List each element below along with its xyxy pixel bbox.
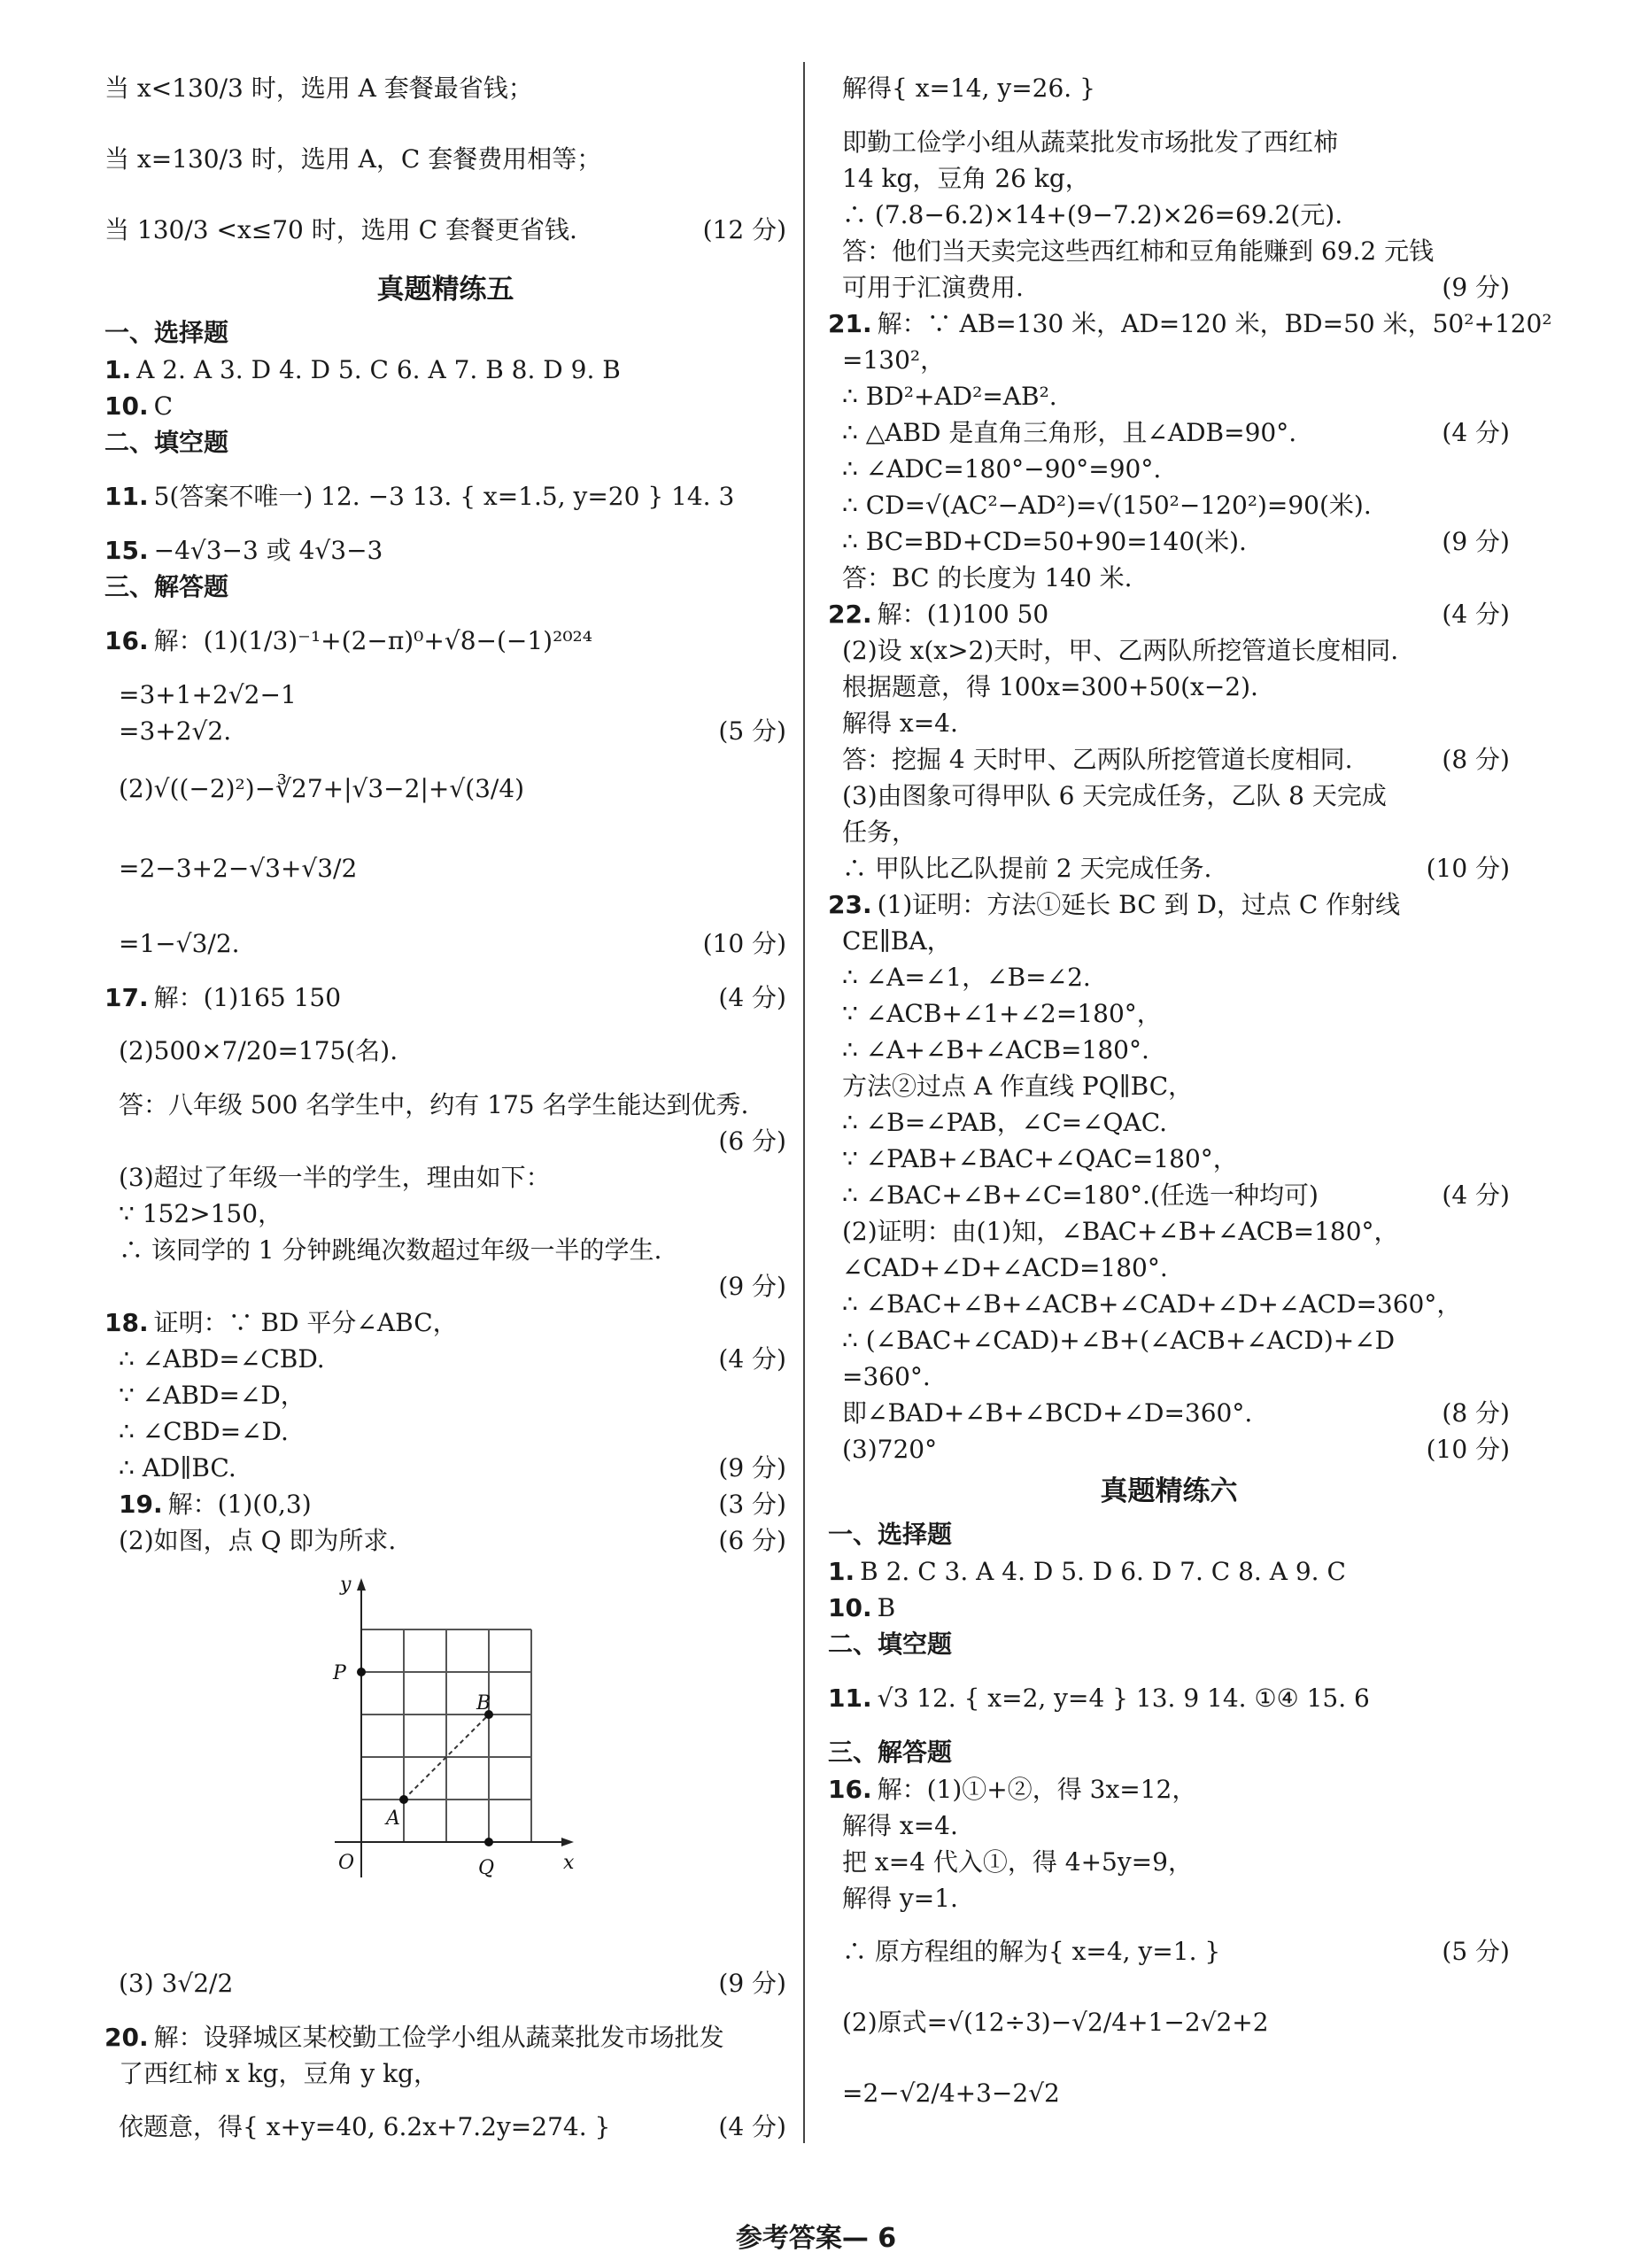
answer-line (828, 1358, 1510, 1395)
answer-text: 答：BC 的长度为 140 米. (842, 563, 1133, 592)
answer-line (104, 1016, 786, 1087)
answer-line (828, 1844, 1510, 1880)
question-number: 10. (828, 1593, 872, 1622)
answer-line (828, 850, 1510, 886)
answer-text: ∴ (∠BAC+∠CAD)+∠B+(∠ACB+∠ACD)+∠D (842, 1326, 1396, 1355)
answer-line (104, 1486, 786, 1522)
question-number: 19. (119, 1490, 163, 1519)
answer-line (828, 923, 1510, 959)
answer-text: C (153, 391, 174, 421)
answer-text: (3) 3√2/2 (119, 1969, 234, 1998)
answer-text: CE∥BA， (842, 926, 952, 956)
answer-line (828, 1590, 1510, 1626)
score-mark: (4 分) (718, 983, 786, 1012)
question-number: 1. (828, 1557, 855, 1586)
answer-line (828, 306, 1552, 342)
answer-text: 依题意，得{ x+y=40, 6.2x+7.2y=274. } (119, 2112, 611, 2141)
answer-text: 根据题意，得 100x=300+50(x−2). (842, 672, 1258, 701)
answer-line (104, 606, 786, 677)
answer-line (828, 669, 1510, 705)
answer-line (828, 269, 1510, 306)
label-y: y (340, 1574, 352, 1596)
column-divider (803, 62, 805, 2143)
score-mark: (8 分) (1442, 1398, 1510, 1428)
answer-text: 解得 y=1. (842, 1884, 958, 1913)
section-heading: 二、填空题 (828, 1629, 953, 1659)
answer-text: (2)如图，点 Q 即为所求. (119, 1526, 397, 1555)
answer-line (828, 378, 1510, 414)
score-mark: (10 分) (1426, 1435, 1510, 1464)
answer-line (104, 829, 786, 909)
answer-text: ∴ ∠BAC+∠B+∠C=180°.(任选一种均可) (842, 1180, 1319, 1210)
question-number: 20. (104, 2023, 149, 2052)
answer-line (828, 1104, 1510, 1141)
answer-line (828, 1395, 1510, 1431)
section-heading: 一、选择题 (828, 1520, 953, 1549)
answer-text: ∴ 该同学的 1 分钟跳绳次数超过年级一半的学生. (119, 1235, 662, 1265)
answer-line (828, 414, 1510, 451)
answer-line (104, 1304, 786, 1341)
answer-line (828, 1213, 1510, 1250)
score-mark: (4 分) (1442, 600, 1510, 629)
label-b: B (476, 1692, 491, 1715)
answer-text: (2)500×7/20=175(名). (119, 1036, 398, 1065)
answer-text: ∴ BD²+AD²=AB². (842, 382, 1057, 411)
answer-line (828, 632, 1510, 669)
answer-text: =3+1+2√2−1 (119, 680, 297, 709)
answer-line (104, 1948, 786, 2019)
question-number: 22. (828, 600, 872, 629)
answer-line (828, 814, 1510, 850)
score-mark: (8 分) (1442, 745, 1510, 774)
section-heading: 一、选择题 (104, 318, 229, 347)
answer-text: 证明：∵ BD 平分∠ABC， (153, 1308, 458, 1337)
answer-line (828, 53, 1510, 124)
answer-text: 即勤工俭学小组从蔬菜批发市场批发了西红柿 (842, 128, 1339, 157)
answer-text: 解：(1)(0,3) (167, 1490, 312, 1519)
score-mark: (4 分) (1442, 418, 1510, 447)
answer-line (104, 2055, 786, 2092)
score-mark: (9 分) (718, 1272, 786, 1301)
answer-text: ∵ ∠PAB+∠BAC+∠QAC=180°， (842, 1144, 1238, 1173)
answer-line (828, 1771, 1510, 1807)
answer-text: (2)设 x(x>2)天时，甲、乙两队所挖管道长度相同. (842, 636, 1399, 665)
answer-line (104, 1123, 786, 1159)
answer-text: 把 x=4 代入①，得 4+5y=9， (842, 1847, 1193, 1877)
answer-text: ∵ ∠ACB+∠1+∠2=180°， (842, 999, 1162, 1028)
point-p (357, 1668, 366, 1676)
section-heading: 三、解答题 (104, 572, 229, 601)
answer-line (828, 959, 1510, 995)
answer-line (828, 523, 1510, 560)
answer-line (104, 195, 786, 266)
answer-line (828, 1916, 1510, 1987)
answer-line (828, 1322, 1510, 1358)
answer-text: 解：(1)(1/3)⁻¹+(2−π)⁰+√8−(−1)²⁰²⁴ (153, 626, 592, 655)
answer-line (828, 1177, 1510, 1213)
answer-line (104, 352, 786, 388)
score-mark: (9 分) (1442, 273, 1510, 302)
score-mark: (3 分) (718, 1490, 786, 1519)
score-mark: (5 分) (1442, 1937, 1510, 1966)
answer-line (104, 1450, 786, 1486)
answer-text: =2−3+2−√3+√3/2 (119, 854, 358, 883)
answer-text: 即∠BAD+∠B+∠BCD+∠D=360°. (842, 1398, 1253, 1428)
answer-line (104, 388, 786, 424)
question-number: 18. (104, 1308, 149, 1337)
answer-text: ∴ △ABD 是直角三角形，且∠ADB=90°. (842, 418, 1297, 447)
answer-line (828, 233, 1510, 269)
left-column (104, 53, 786, 2163)
answer-line (828, 451, 1510, 487)
answer-text: ∴ ∠CBD=∠D. (119, 1417, 289, 1446)
answer-line (104, 1268, 786, 1304)
answer-text: 解：(1)100 50 (877, 600, 1049, 629)
answer-text: 解得 x=4. (842, 708, 958, 738)
question-number: 21. (828, 309, 872, 338)
answer-line (828, 124, 1510, 160)
answer-line (828, 197, 1510, 233)
answer-text: 解得 x=4. (842, 1811, 958, 1840)
answer-line (828, 778, 1510, 814)
answer-text: −4√3−3 或 4√3−3 (153, 536, 383, 565)
answer-line (828, 1250, 1510, 1286)
right-column (828, 53, 1552, 2129)
answer-text: =2−√2/4+3−2√2 (842, 2078, 1060, 2108)
section-heading: 三、解答题 (828, 1738, 953, 1767)
answer-line (104, 1341, 786, 1377)
question-number: 17. (104, 983, 149, 1012)
answer-text: 解：(1)①+②，得 3x=12， (877, 1775, 1197, 1804)
answer-line (828, 487, 1510, 523)
label-o: O (338, 1852, 355, 1874)
section-heading: 二、填空题 (104, 428, 229, 457)
answer-text: 答：八年级 500 名学生中，约有 175 名学生能达到优秀. (119, 1090, 749, 1119)
section-title: 真题精练五 (376, 274, 514, 306)
answer-line (104, 2019, 786, 2055)
section-title: 真题精练六 (1100, 1475, 1238, 1507)
answer-text: ∴ ∠A=∠1，∠B=∠2. (842, 963, 1091, 992)
point-q (484, 1838, 493, 1846)
answer-text: 5(答案不唯一) 12. −3 13. { x=1.5, y=20 } 14. 3 (153, 482, 735, 511)
answer-text: =130²， (842, 345, 946, 375)
answer-line (104, 713, 786, 749)
answer-line (828, 1987, 1510, 2058)
page-footer: 参考答案— 6 (735, 2223, 897, 2254)
answer-text: (1)证明：方法①延长 BC 到 D，过点 C 作射线 (877, 890, 1401, 919)
answer-line (828, 1286, 1510, 1322)
answer-text: ∴ ∠A+∠B+∠ACB=180°. (842, 1035, 1149, 1064)
label-a: A (386, 1807, 400, 1830)
answer-text: 当 130/3 <x≤70 时，选用 C 套餐更省钱. (104, 215, 577, 244)
score-mark: (10 分) (1426, 854, 1510, 883)
score-mark: (6 分) (718, 1126, 786, 1156)
question-number: 23. (828, 890, 872, 919)
answer-line (104, 909, 786, 979)
answer-line (828, 1141, 1510, 1177)
point-a (399, 1795, 408, 1804)
label-p: P (333, 1662, 346, 1684)
answer-line (104, 2092, 786, 2163)
answer-text: 方法②过点 A 作直线 PQ∥BC， (842, 1072, 1194, 1101)
score-mark: (10 分) (702, 929, 786, 958)
answer-text: 任务， (842, 817, 917, 847)
answer-text: ∴ ∠ABD=∠CBD. (119, 1344, 325, 1374)
answer-text: ∴ (7.8−6.2)×14+(9−7.2)×26=69.2(元). (842, 200, 1343, 229)
answer-line (828, 1431, 1510, 1467)
answer-text: 答：挖掘 4 天时甲、乙两队所挖管道长度相同. (842, 745, 1353, 774)
answer-text: 当 x=130/3 时，选用 A，C 套餐费用相等； (104, 144, 602, 174)
answer-line (828, 342, 1510, 378)
question-number: 11. (828, 1684, 872, 1713)
question-number: 10. (104, 391, 149, 421)
answer-line (828, 160, 1510, 197)
answer-text: ∴ CD=√(AC²−AD²)=√(150²−120²)=90(米). (842, 491, 1372, 520)
answer-line (828, 2058, 1510, 2129)
answer-text: ∵ ∠ABD=∠D， (119, 1381, 306, 1410)
answer-line (828, 886, 1510, 923)
answer-text: 解：设驿城区某校勤工俭学小组从蔬菜批发市场批发 (153, 2023, 724, 2052)
answer-text: ∴ ∠B=∠PAB，∠C=∠QAC. (842, 1108, 1168, 1137)
answer-line (828, 1553, 1510, 1590)
answer-text: ∴ 甲队比乙队提前 2 天完成任务. (842, 854, 1212, 883)
score-mark: (4 分) (718, 1344, 786, 1374)
answer-line (104, 677, 786, 713)
answer-text: ∠CAD+∠D+∠ACD=180°. (842, 1253, 1168, 1282)
answer-text: 解：(1)165 150 (153, 983, 342, 1012)
answer-line (828, 995, 1510, 1032)
score-mark: (9 分) (1442, 527, 1510, 556)
score-mark: (12 分) (702, 215, 786, 244)
answer-line (828, 741, 1510, 778)
answer-line (104, 124, 786, 195)
answer-text: 了西红柿 x kg，豆角 y kg， (119, 2059, 438, 2088)
answer-text: A 2. A 3. D 4. D 5. C 6. A 7. B 8. D 9. B (136, 355, 621, 384)
answer-line (828, 1880, 1510, 1916)
grid-diagram (317, 1559, 583, 1939)
answer-line (104, 1087, 786, 1123)
answer-text: ∴ 原方程组的解为{ x=4, y=1. } (842, 1937, 1221, 1966)
answer-line (828, 596, 1510, 632)
answer-line (104, 532, 786, 569)
question-number: 11. (104, 482, 149, 511)
answer-line (104, 979, 786, 1016)
answer-text: ∵ 152>150， (119, 1199, 283, 1228)
answer-text: B (877, 1593, 896, 1622)
answer-text: 可用于汇演费用. (842, 273, 1024, 302)
answer-text: (3)由图象可得甲队 6 天完成任务，乙队 8 天完成 (842, 781, 1387, 810)
answer-text: (2)√((−2)²)−∛27+|√3−2|+√(3/4) (119, 774, 525, 803)
answer-line (104, 1196, 786, 1232)
question-number: 1. (104, 355, 132, 384)
answer-text: 答：他们当天卖完这些西红柿和豆角能赚到 69.2 元钱 (842, 236, 1435, 266)
answer-text: 14 kg，豆角 26 kg， (842, 164, 1090, 193)
answer-text: 解得{ x=14, y=26. } (842, 74, 1095, 103)
score-mark: (9 分) (718, 1453, 786, 1482)
coordinate-figure (104, 1559, 786, 1948)
question-number: 16. (828, 1775, 872, 1804)
answer-line (828, 705, 1510, 741)
answer-text: =3+2√2. (119, 716, 232, 746)
question-number: 15. (104, 536, 149, 565)
answer-text: 当 x<130/3 时，选用 A 套餐最省钱； (104, 74, 533, 103)
answer-text: B 2. C 3. A 4. D 5. D 6. D 7. C 8. A 9. C (860, 1557, 1346, 1586)
answer-text: ∴ AD∥BC. (119, 1453, 236, 1482)
answer-line (828, 560, 1510, 596)
score-mark: (4 分) (718, 2112, 786, 2141)
answer-line (104, 1377, 786, 1413)
answer-text: ∴ ∠ADC=180°−90°=90°. (842, 454, 1162, 484)
score-mark: (5 分) (718, 716, 786, 746)
answer-text: (3)720° (842, 1435, 938, 1464)
answer-line (828, 1663, 1510, 1734)
score-mark: (9 分) (718, 1969, 786, 1998)
x-arrow (561, 1838, 574, 1846)
answer-line (828, 1807, 1510, 1844)
answer-text: (2)证明：由(1)知，∠BAC+∠B+∠ACB=180°， (842, 1217, 1399, 1246)
answer-text: ∴ BC=BD+CD=50+90=140(米). (842, 527, 1247, 556)
label-x: x (563, 1852, 575, 1874)
answer-line (828, 1032, 1510, 1068)
answer-text: √3 12. { x=2, y=4 } 13. 9 14. ①④ 15. 6 (877, 1684, 1370, 1713)
answer-line (104, 461, 786, 532)
answer-line (104, 53, 786, 124)
y-arrow (357, 1578, 366, 1591)
answer-text: (3)超过了年级一半的学生，理由如下： (119, 1163, 551, 1192)
answer-text: =1−√3/2. (119, 929, 240, 958)
answer-text: (2)原式=√(12÷3)−√2/4+1−2√2+2 (842, 2008, 1269, 2037)
answer-line (104, 749, 786, 829)
answer-text: =360°. (842, 1362, 931, 1391)
answer-line (104, 1159, 786, 1196)
question-number: 16. (104, 626, 149, 655)
answer-text: 解：∵ AB=130 米，AD=120 米，BD=50 米，50²+120² (877, 309, 1552, 338)
score-mark: (4 分) (1442, 1180, 1510, 1210)
answer-line (104, 1232, 786, 1268)
answer-text: ∴ ∠BAC+∠B+∠ACB+∠CAD+∠D+∠ACD=360°， (842, 1289, 1462, 1319)
score-mark: (6 分) (718, 1526, 786, 1555)
answer-line (104, 1522, 786, 1559)
answer-line (104, 1413, 786, 1450)
label-q: Q (478, 1857, 495, 1879)
answer-line (828, 1068, 1510, 1104)
